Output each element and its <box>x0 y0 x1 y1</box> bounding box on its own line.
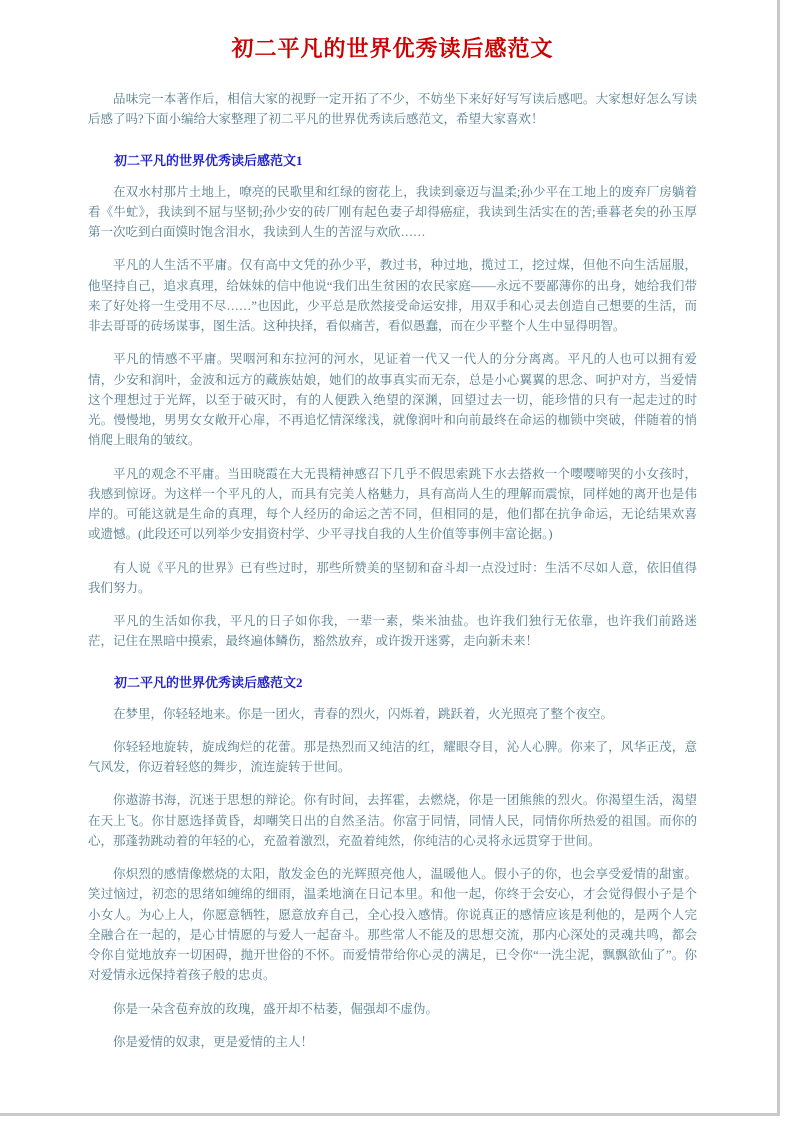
section2-paragraph-1: 在梦里，你轻轻地来。你是一团火，青春的烈火，闪烁着，跳跃着，火光照亮了整个夜空。 <box>113 706 614 721</box>
section-heading-2: 初二平凡的世界优秀读后感范文2 <box>114 674 303 690</box>
section1-paragraph-4: 平凡的观念不平庸。当田晓霞在大无畏精神感召下几乎不假思索跳下水去搭救一个嘤嘤啼哭的小女孩时，我感到惊讶。为这样一个平凡的人，而具有完美人格魅力，具有高尚人生的理解而震惊，同样她的离开也是伟岸的。可能这就是生命的真理，每个人经历的命运之苦不同，但相同的是，他们都在抗争命运，无论结果欢喜或遗憾。(此段还可以列举少安捐资村学、少平寻找自我的人生价值等事例丰富论据。) <box>88 466 697 542</box>
section-heading-1: 初二平凡的世界优秀读后感范文1 <box>114 152 303 168</box>
section2-paragraph-5: 你是一朵含苞弃放的玫瑰，盛开却不枯萎，倔强却不虚伪。 <box>113 1001 439 1016</box>
section2-paragraph-4: 你炽烈的感情像燃烧的太阳，散发金色的光辉照亮他人，温暖他人。假小子的你，也会享受爱情的甜蜜。笑过恼过，初恋的思绪如缠绵的细雨，温柔地滴在日记本里。和他一起，你终于会安心，才会觉得假小子是个小女人。为心上人，你愿意牺牲，愿意放弃自己，全心投入感情。你说真正的感情应该是利他的，是两个人完全融合在一起的，是心甘情愿的与爱人一起奋斗。那些常人不能及的思想交流，那内心深处的灵魂共鸣，都会令你自觉地放弃一切困碍，抛开世俗的不怀。而爱情带给你心灵的满足，已令你“一洗尘泥，飘飘欲仙了”。你对爱情永远保持着孩子般的忠贞。 <box>88 867 697 983</box>
section2-paragraph-6: 你是爱情的奴隶，更是爱情的主人！ <box>113 1034 314 1049</box>
section1-paragraph-5: 有人说《平凡的世界》已有些过时，那些所赞美的坚韧和奋斗却一点没过时：生活不尽如人意，依旧值得我们努力。 <box>88 560 697 595</box>
section1-paragraph-2: 平凡的人生活不平庸。仅有高中文凭的孙少平，教过书，种过地，揽过工，挖过煤，但他不向生活屈服，他坚持自己，追求真理，给妹妹的信中他说“我们出生贫困的农民家庭——永远不要鄙薄你的出身，她给我们带来了好处将一生受用不尽……”也因此，少平总是欣然接受命运安排，用双手和心灵去创造自己想要的生活，而非去哥哥的砖场谋事，图生活。这种抉择，看似痛苦，看似愚蠢，而在少平整个人生中显得明智。 <box>88 258 697 333</box>
document-title: 初二平凡的世界优秀读后感范文 <box>231 36 554 61</box>
section1-paragraph-1: 在双水村那片土地上，嘹亮的民歌里和红绿的窗花上，我读到豪迈与温柔;孙少平在工地上的废弃厂房躺着看《牛虻》，我读到不屈与坚韧;孙少安的砖厂刚有起色妻子却得癌症，我读到生活实在的苦;垂暮老矣的孙玉厚第一次吃到白面馍时饱含泪水，我读到人生的苦涩与欢欣…… <box>88 184 697 239</box>
section2-paragraph-2: 你轻轻地旋转，旋成绚烂的花蕾。那是热烈而又纯洁的红，耀眼夺目，沁人心脾。你来了，风华正茂，意气风发，你迈着轻悠的舞步，流连旋转于世间。 <box>88 739 697 774</box>
intro-paragraph: 品味完一本著作后，相信大家的视野一定开拓了不少，不妨坐下来好好写写读后感吧。大家想好怎么写读后感了吗?下面小编给大家整理了初二平凡的世界优秀读后感范文，希望大家喜欢！ <box>88 92 697 127</box>
section2-paragraph-3: 你遨游书海，沉迷于思想的辩论。你有时间，去挥霍，去燃烧，你是一团熊熊的烈火。你渴望生活，渴望在天上飞。你甘愿选择黄昏，却嘲笑日出的自然圣洁。你富于同情，同情人民，同情你所热爱的祖国。而你的心，那蓬勃跳动着的年轻的心，充盈着激烈，充盈着纯然，你纯洁的心灵将永远贯穿于世间。 <box>88 793 697 848</box>
section1-paragraph-3: 平凡的情感不平庸。哭咽河和东拉河的河水，见证着一代又一代人的分分离离。平凡的人也可以拥有爱情，少安和润叶，金波和远方的藏族姑娘，她们的故事真实而无奈，总是小心翼翼的思念、呵护对方，当爱情这个理想过于光辉，以至于破灭时，有的人便跌入绝望的深渊，回望过去一切，能珍惜的只有一起走过的时光。慢慢地，男男女女敞开心扉，不再追忆情深缘浅，就像润叶和向前最终在命运的枷锁中突破，伴随着的悄悄爬上眼角的皱纹。 <box>88 352 697 448</box>
section1-paragraph-6: 平凡的生活如你我，平凡的日子如你我，一辈一素，柴米油盐。也许我们独行无依靠，也许我们前路迷茫，记住在黑暗中摸索，最终遍体鳞伤，豁然放弃，或许拨开迷雾，走向新未来！ <box>88 614 697 649</box>
